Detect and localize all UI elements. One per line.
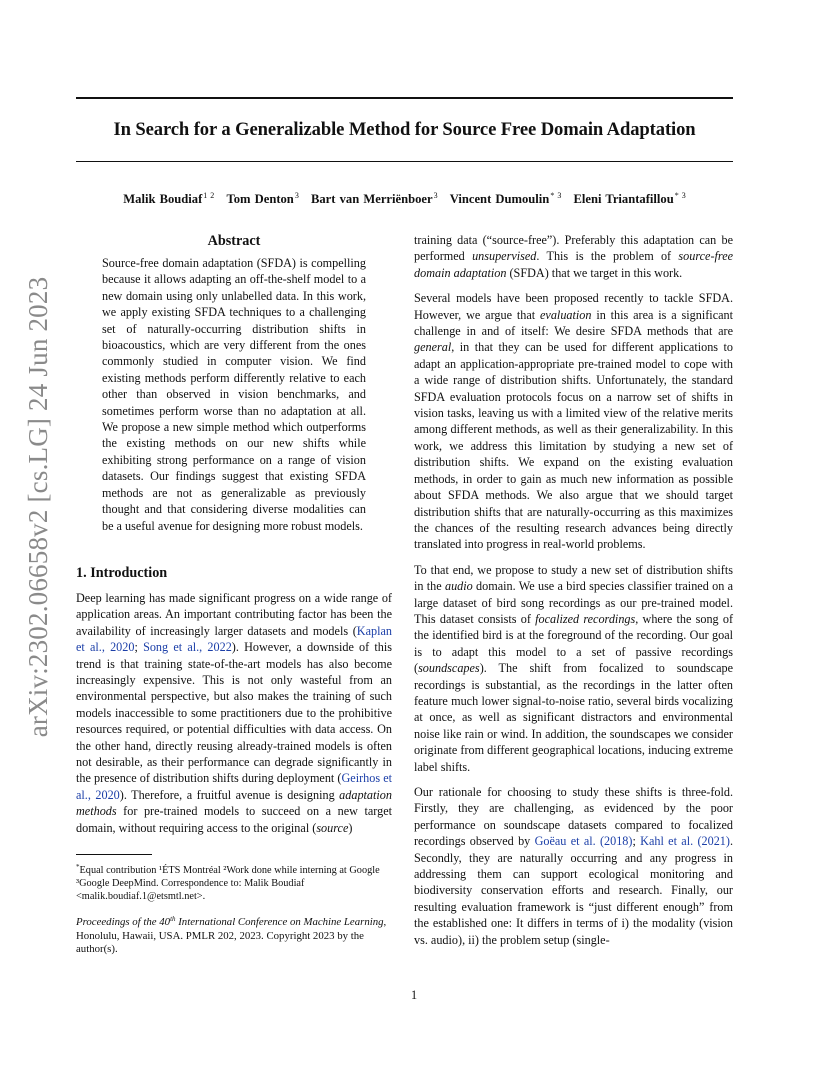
abstract-heading: Abstract: [207, 233, 261, 249]
page-number: 1: [410, 988, 418, 1002]
body-paragraph: training data (“source-free”). Preferably this adaptation can be performed unsupervised. This is the problem of source-free domain adaptation (SFDA) that we target in this work.: [414, 233, 734, 280]
citation-link[interactable]: Geirhos et al., 2020: [76, 771, 392, 802]
body-paragraph: To that end, we propose to study a new set of distribution shifts in the audio domain. We use a bird species classifier trained on a large dataset of bird song recordings as our pre-trained model. This dataset consists of focalized recordings, where the song of the identified bird is at the foreground of the recording. Our goal is to adapt this model to a set of passive recordings (soundscapes). The shift from focalized to soundscape recordings is substantial, as the recordings in the latter often feature much lower signal-to-noise ratio, several birds vocalizing at once, as well as significant distractors and environmental noise like rain or wind. In addition, the soundscapes we consider originate from different geographical locations, inducing extreme label shifts.: [414, 562, 733, 774]
author: Tom Denton$^3$: [226, 191, 299, 206]
section-heading-introduction: 1. Introduction: [76, 564, 168, 581]
proceedings-note: Proceedings of the 40th International Conference on Machine Learning, Honolulu, Hawaii, USA. PMLR 202, 2023. Copyright 2023 by the author(s).: [76, 915, 387, 956]
author: Vincent Dumoulin$^{* 3}$: [449, 191, 562, 206]
title-rule-bottom: [76, 161, 733, 162]
author-list: [76, 191, 733, 207]
body-paragraph: Our rationale for choosing to study these shifts is three-fold. Firstly, they are challenging, as evidenced by the poor performance on soundscape datasets compared to focalized recordings observed by Goëau et al. (2018); Kahl et al. (2021). Secondly, they are naturally occurring and any progress in addressing them can support ecological monitoring and biodiversity conservation efforts and research. Finally, our resulting evaluation framework is “just different enough” from the established one: It differs in terms of i) the modality (vision vs. audio), ii) the problem setup (single-: [414, 785, 733, 947]
left-column: [76, 232, 392, 957]
author: Eleni Triantafillou$^{* 3}$: [573, 191, 686, 206]
citation-link[interactable]: Kaplan et al., 2020: [76, 623, 392, 655]
paper-title: In Search for a Generalizable Method for Source Free Domain Adaptation: [113, 119, 696, 140]
intro-paragraph: Deep learning has made significant progress on a wide range of application areas. An important contributing factor has been the availability of increasingly larger datasets and models (Kaplan et al., 2020; Song et al., 2022). However, a downside of this trend is that training state-of-the-art models has also become increasingly expensive. This is not only wasteful from an environmental perspective, but also makes the training of such models inaccessible to some practitioners due to the prohibitive resources required, or potential difficulties with data access. On the other hand, directly reusing already-trained models is often not desirable, as their performance can degrade significantly in the presence of distribution shifts during deployment (Geirhos et al., 2020). Therefore, a fruitful avenue is designing adaptation methods for pre-trained models to succeed on a new target domain, without requiring access to the original (source): [76, 590, 393, 835]
body-paragraph: Several models have been proposed recently to tackle SFDA. However, we argue that evaluation in this area is a significant challenge in and of itself: We desire SFDA methods that are general, in that they can be used for different applications to adapt an application-appropriate pre-trained model to cope with a wide range of distribution shifts. Unfortunately, the standard SFDA evaluation protocols focus on a narrow set of shifts in vision tasks, leaving us with a limited view of the relative merits among different methods, as well as their generalizability. In this work, we address this limitation by studying a new set of distribution shifts. We expand on the existing evaluation methods, in order to gain as much new information as possible about SFDA methods. We also argue that we should target distribution shifts that are naturally-occurring as this maximizes the chances of the resulting research advances being directly translated into progress in real-world problems.: [414, 291, 733, 552]
citation-link[interactable]: Kahl et al. (2021): [640, 834, 730, 849]
right-column: [414, 232, 733, 957]
author: Bart van Merriënboer$^3$: [310, 191, 438, 206]
title-rule-top: [76, 97, 733, 99]
citation-link[interactable]: Song et al., 2022: [143, 640, 232, 655]
arxiv-identifier: arXiv:2302.06658v2 [cs.LG] 24 Jun 2023: [23, 276, 53, 738]
citation-link[interactable]: Goëau et al. (2018): [534, 834, 633, 849]
abstract-text: Source-free domain adaptation (SFDA) is compelling because it allows adapting an off-the-shelf model to a new domain using only unlabelled data. In this work, we apply existing SFDA techniques to a challenging set of naturally-occurring distribution shifts in bioacoustics, which are very different from the ones commonly studied in computer vision. We find existing methods perform differently relative to each other than observed in vision benchmarks, and sometimes perform worse than no adaptation at all. We propose a new simple method which outperforms the existing methods on our new shifts while exhibiting strong performance on a range of vision datasets. Our findings suggest that existing SFDA methods are not as generalizable as previously thought and that considering diverse modalities can be a useful avenue for designing more robust models.: [102, 256, 366, 533]
footnote: *Equal contribution ¹ÉTS Montréal ²Work done while interning at Google ³Google DeepMind. Correspondence to: Malik Boudiaf <malik.boudiaf.1@etsmtl.net>.: [76, 863, 380, 902]
author: Malik Boudiaf$^{1 2}$: [123, 191, 215, 206]
footnote-rule: [76, 854, 152, 855]
